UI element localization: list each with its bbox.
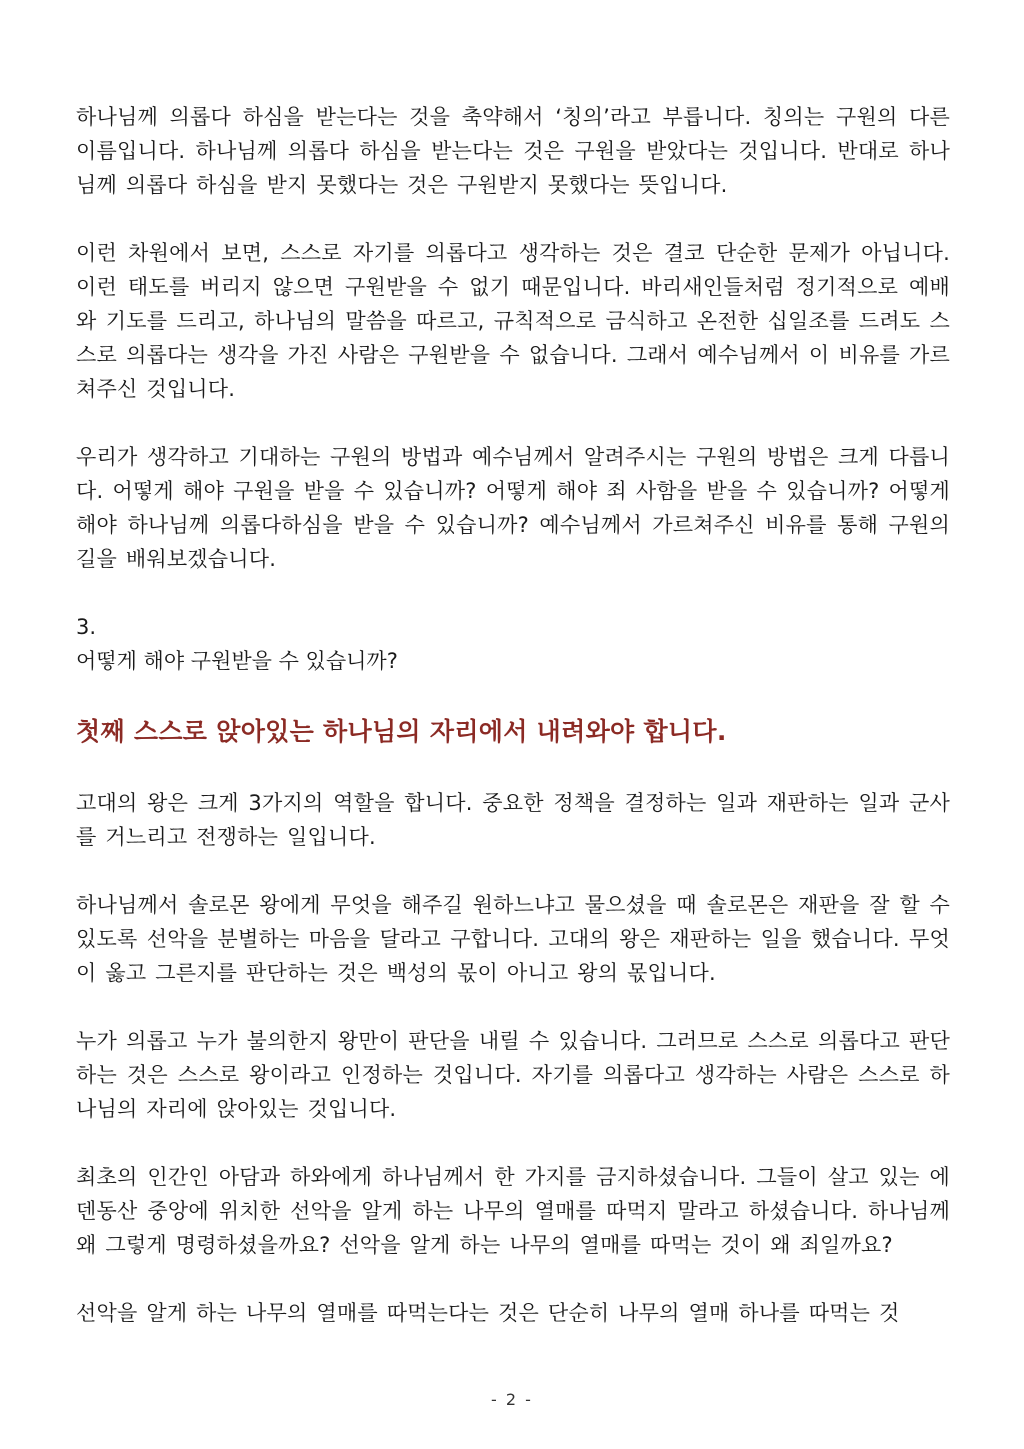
paragraph-ancient-king-roles: 고대의 왕은 크게 3가지의 역할을 합니다. 중요한 정책을 결정하는 일과 재판하는 일과 군사를 거느리고 전쟁하는 일입니다. [76, 791, 950, 849]
paragraph-judging-righteousness: 누가 의롭고 누가 불의한지 왕만이 판단을 내릴 수 있습니다. 그러므로 스스로 의롭다고 판단하는 것은 스스로 왕이라고 인정하는 것입니다. 자기를 의롭다고 생각하는 사람은 스스로 하나님의 자리에 앉아있는 것입니다. [76, 1029, 950, 1121]
section-header [76, 610, 950, 678]
page-number: - 2 - [491, 1390, 533, 1409]
paragraph-self-righteousness: 이런 차원에서 보면, 스스로 자기를 의롭다고 생각하는 것은 결코 단순한 문제가 아닙니다. 이런 태도를 버리지 않으면 구원받을 수 없기 때문입니다. 바리새인들처럼 정기적으로 예배와 기도를 드리고, 하나님의 말씀을 따르고, 규칙적으로 금식하고 온전한 십일조를 드려도 스스로 의롭다는 생각을 가진 사람은 구원받을 수 없습니다. 그래서 예수님께서 이 비유를 가르쳐주신 것입니다. [76, 241, 950, 401]
section-question: 어떻게 해야 구원받을 수 있습니까? [76, 649, 398, 673]
paragraph-tree-of-knowledge: 선악을 알게 하는 나무의 열매를 따먹는다는 것은 단순히 나무의 열매 하나를 따먹는 것 [76, 1301, 900, 1325]
paragraph-justification-definition: 하나님께 의롭다 하심을 받는다는 것을 축약해서 ‘칭의’라고 부릅니다. 칭의는 구원의 다른 이름입니다. 하나님께 의롭다 하심을 받는다는 것은 구원을 받았다는 것입니다. 반대로 하나님께 의롭다 하심을 받지 못했다는 것은 구원받지 못했다는 뜻입니다. [76, 105, 950, 197]
point-heading: 첫째 스스로 앉아있는 하나님의 자리에서 내려와야 합니다. [76, 717, 727, 746]
paragraph-solomon: 하나님께서 솔로몬 왕에게 무엇을 해주길 원하느냐고 물으셨을 때 솔로몬은 재판을 잘 할 수 있도록 선악을 분별하는 마음을 달라고 구합니다. 고대의 왕은 재판하는 일을 했습니다. 무엇이 옳고 그른지를 판단하는 것은 백성의 몫이 아니고 왕의 몫입니다. [76, 893, 950, 985]
paragraph-adam-and-eve: 최초의 인간인 아담과 하와에게 하나님께서 한 가지를 금지하셨습니다. 그들이 살고 있는 에덴동산 중앙에 위치한 선악을 알게 하는 나무의 열매를 따먹지 말라고 하셨습니다. 하나님께 왜 그렇게 명령하셨을까요? 선악을 알게 하는 나무의 열매를 따먹는 것이 왜 죄일까요? [76, 1165, 950, 1257]
paragraph-way-of-salvation: 우리가 생각하고 기대하는 구원의 방법과 예수님께서 알려주시는 구원의 방법은 크게 다릅니다. 어떻게 해야 구원을 받을 수 있습니까? 어떻게 해야 죄 사함을 받을 수 있습니까? 어떻게 해야 하나님께 의롭다하심을 받을 수 있습니까? 예수님께서 가르쳐주신 비유를 통해 구원의 길을 배워보겠습니다. [76, 445, 950, 571]
section-number: 3. [76, 615, 97, 639]
